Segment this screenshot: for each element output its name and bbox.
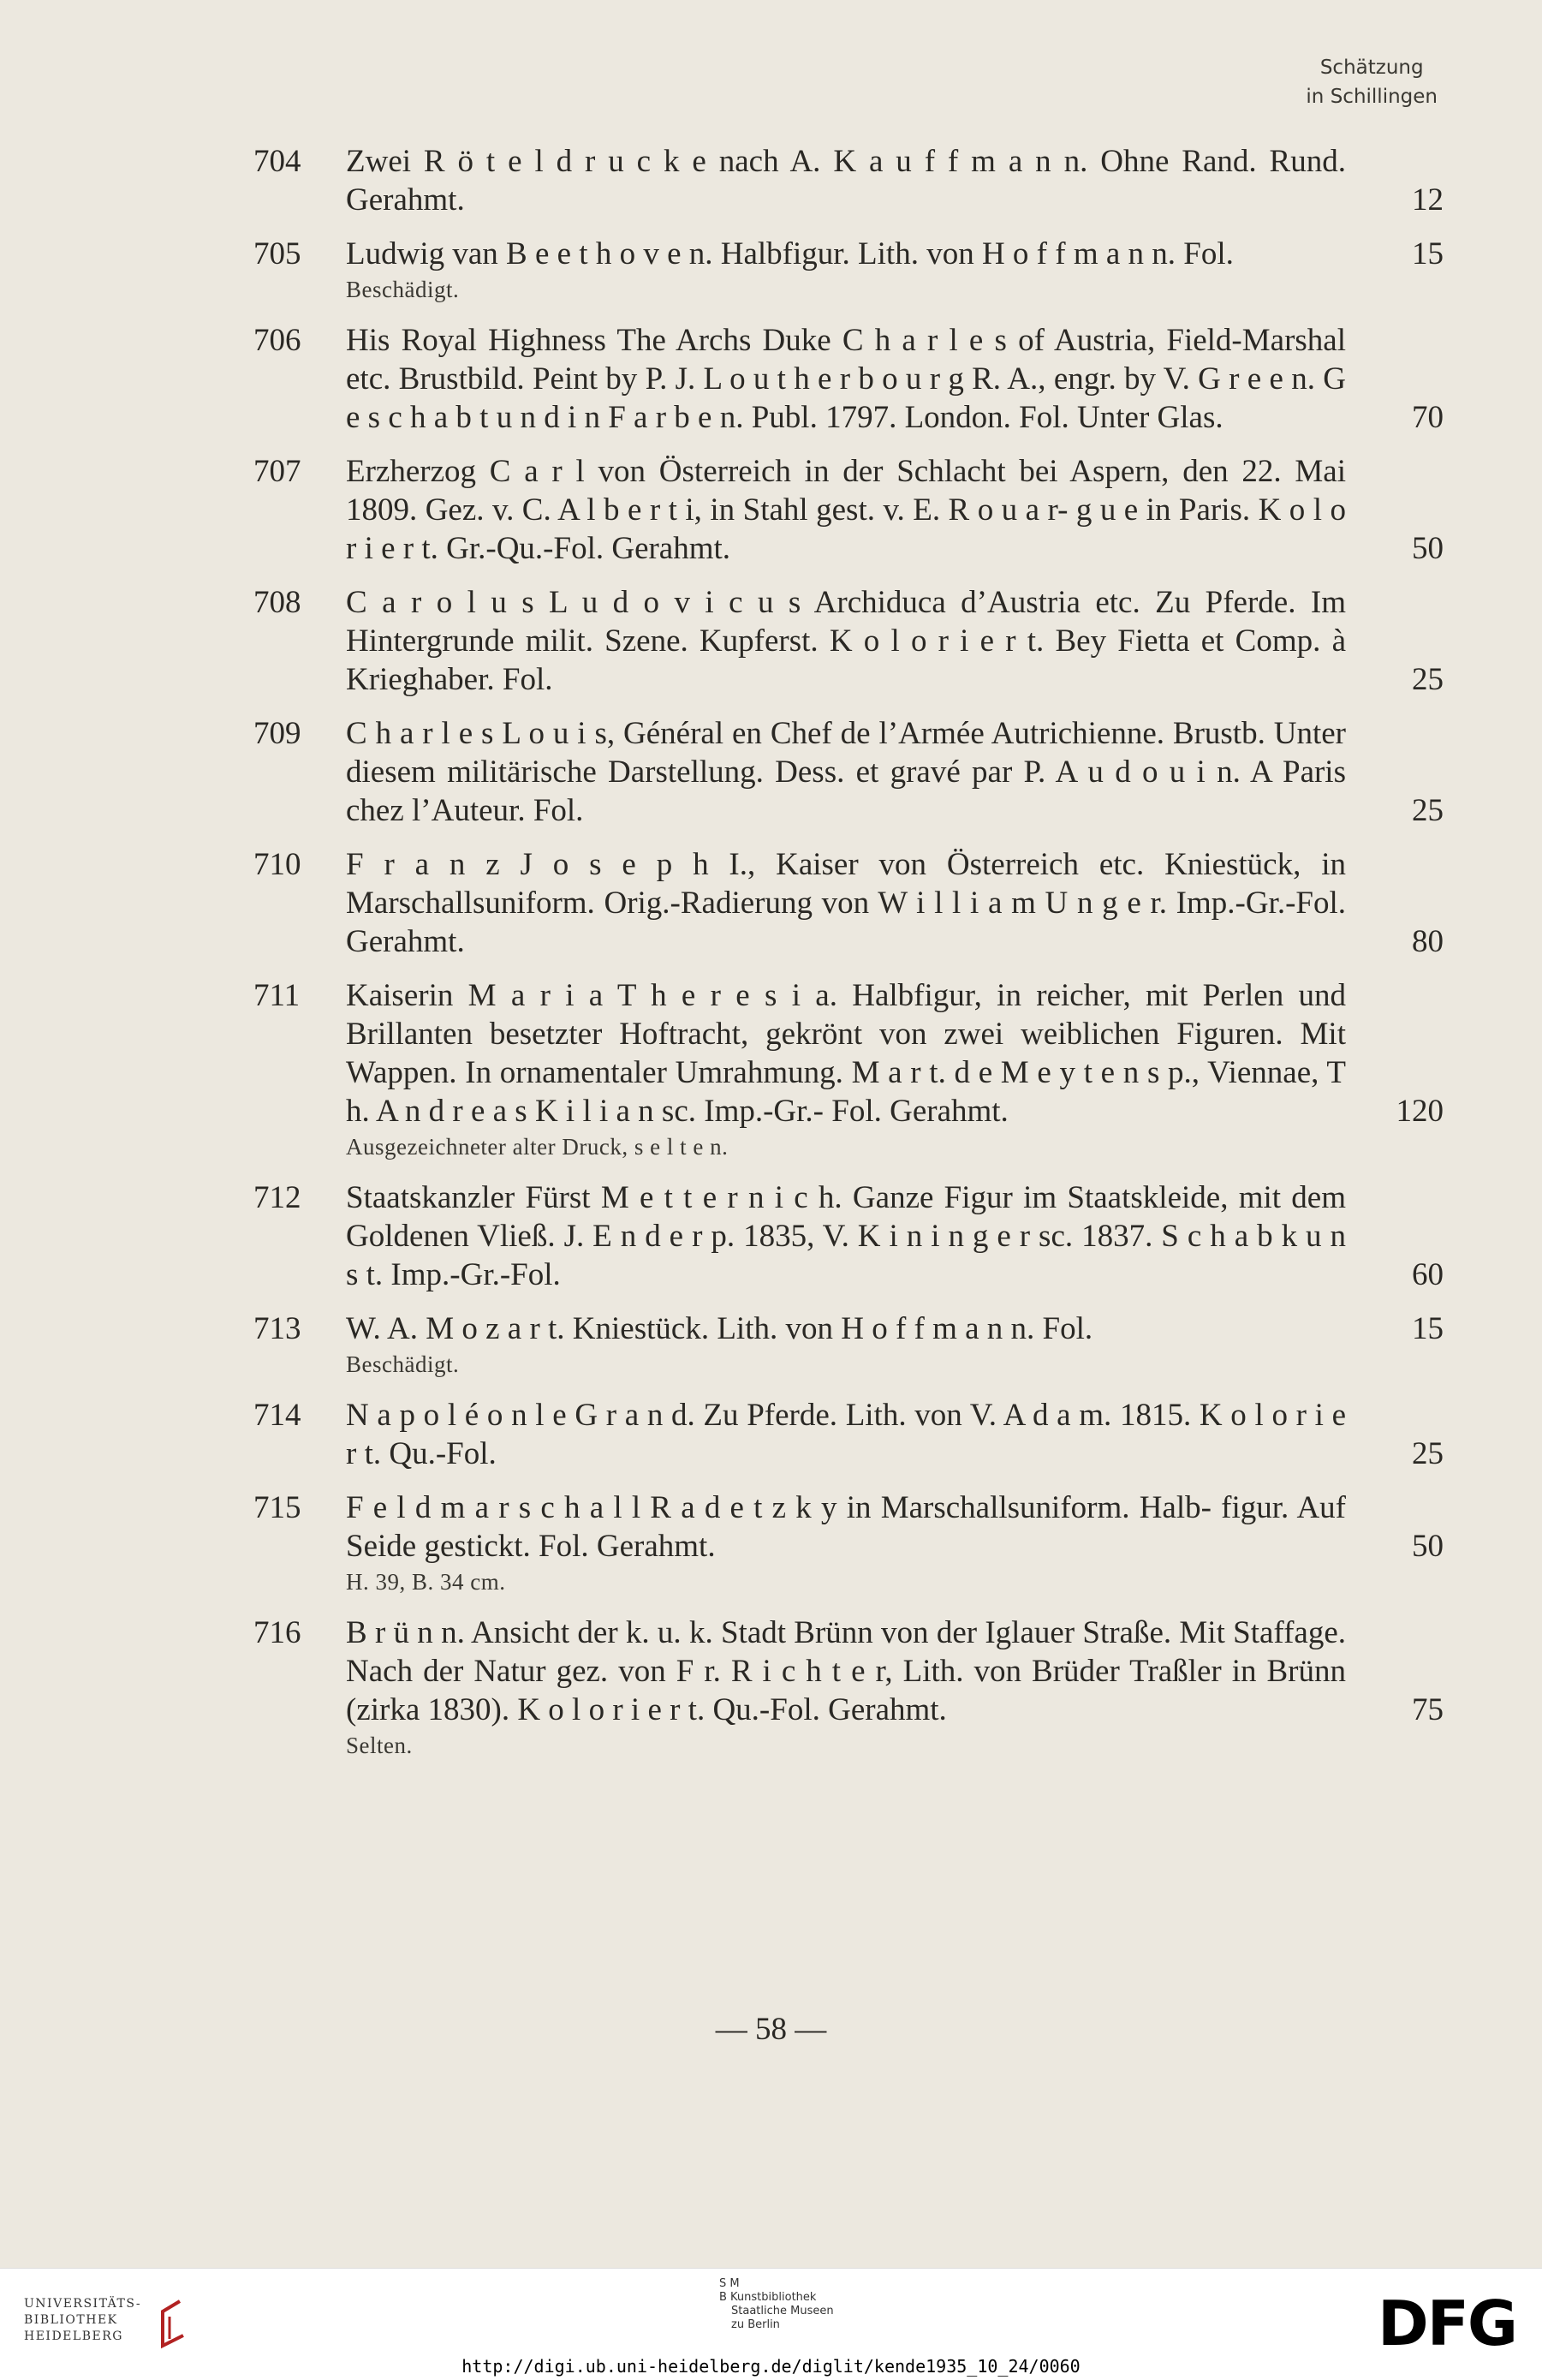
entry-estimate: 25	[1412, 662, 1444, 697]
catalog-entry	[253, 452, 1444, 568]
page-number: — 58 —	[715, 2012, 827, 2047]
entry-description: C h a r l e s L o u i s, Général en Chef de l’Armée Autrichienne. Brustb. Unter diesem militärische Darstellung. Dess. et gravé par P. A u d o u i n. A Paris chez l’Auteur. Fol.	[346, 716, 1346, 828]
entry-number: 712	[253, 1180, 301, 1215]
center-logo-line-4: zu Berlin	[731, 2318, 780, 2331]
entry-estimate: 50	[1412, 1529, 1444, 1564]
entry-number: 709	[253, 716, 301, 751]
catalog-entry	[253, 142, 1444, 219]
catalog-entry	[253, 976, 1444, 1163]
entry-number: 716	[253, 1615, 301, 1650]
catalog-entry	[253, 1178, 1444, 1294]
entry-note: Beschädigt.	[346, 277, 460, 302]
entry-number: 711	[253, 978, 301, 1013]
entry-description: Erzherzog C a r l von Österreich in der Schlacht bei Aspern, den 22. Mai 1809. Gez. v. C. A l b e r t i, in Stahl gest. v. E. R o u a r- g u e in Paris. K o l o r i e r t. Gr.-Qu.-Fol. Gerahmt.	[346, 454, 1346, 566]
entry-number: 710	[253, 847, 301, 882]
catalog-entry	[253, 321, 1444, 437]
center-logo-line-2: B Kunstbibliothek	[719, 2291, 817, 2304]
catalog-entries	[253, 142, 1444, 1777]
footer-bar	[0, 2268, 1542, 2380]
entry-note: Beschädigt.	[346, 1351, 460, 1377]
entry-description: B r ü n n. Ansicht der k. u. k. Stadt Brünn von der Iglauer Straße. Mit Staffage. Nach der Natur gez. von F r. R i c h t e r, Lith. von Brüder Traßler in Brünn (zirka 1830). K o l o r i e r t. Qu.-Fol. Gerahmt.	[346, 1615, 1346, 1727]
entry-note: Ausgezeichneter alter Druck, s e l t e n.	[346, 1134, 729, 1160]
entry-description: N a p o l é o n l e G r a n d. Zu Pferde. Lith. von V. A d a m. 1815. K o l o r i e r t. Qu.-Fol.	[346, 1398, 1346, 1471]
column-header	[1306, 53, 1438, 111]
entry-number: 713	[253, 1311, 301, 1346]
entry-estimate: 15	[1412, 236, 1444, 271]
center-logo-line-1: S M	[719, 2277, 740, 2290]
entry-description: W. A. M o z a r t. Kniestück. Lith. von H o f f m a n n. Fol.	[346, 1311, 1093, 1346]
uni-logo-line-1: UNIVERSITÄTS-	[24, 2297, 142, 2311]
catalog-entry	[253, 1488, 1444, 1598]
entry-number: 706	[253, 323, 301, 358]
entry-description: Staatskanzler Fürst M e t t e r n i c h. Ganze Figur im Staatskleide, mit dem Goldenen Vließ. J. E n d e r p. 1835, V. K i n i n g e r sc. 1837. S c h a b k u n s t. Imp.-Gr.-Fol.	[346, 1180, 1346, 1292]
entry-note: H. 39, B. 34 cm.	[346, 1569, 506, 1595]
entry-description: Zwei R ö t e l d r u c k e nach A. K a u f f m a n n. Ohne Rand. Rund. Gerahmt.	[346, 144, 1346, 218]
entry-description: F e l d m a r s c h a l l R a d e t z k y in Marschallsuniform. Halb- figur. Auf Seide gestickt. Fol. Gerahmt.	[346, 1490, 1346, 1564]
entry-estimate: 50	[1412, 531, 1444, 566]
entry-description: Kaiserin M a r i a T h e r e s i a. Halbfigur, in reicher, mit Perlen und Brillanten besetzter Hoftracht, gekrönt von zwei weiblichen Figuren. Mit Wappen. In ornamentaler Umrahmung. M a r t. d e M e y t e n s p., Viennae, T h. A n d r e a s K i l i a n sc. Imp.-Gr.- Fol. Gerahmt.	[346, 978, 1346, 1129]
catalog-entry	[253, 714, 1444, 830]
catalog-entry	[253, 583, 1444, 699]
entry-number: 705	[253, 236, 301, 271]
catalog-entry	[253, 1309, 1444, 1381]
entry-estimate: 15	[1412, 1311, 1444, 1346]
entry-description: C a r o l u s L u d o v i c u s Archiduca d’Austria etc. Zu Pferde. Im Hintergrunde milit. Szene. Kupferst. K o l o r i e r t. Bey Fietta et Comp. à Krieghaber. Fol.	[346, 585, 1346, 697]
center-logo-line-3: Staatliche Museen	[731, 2305, 834, 2317]
kunstbibliothek-logo	[719, 2277, 890, 2332]
header-line-1: Schätzung	[1319, 57, 1424, 79]
uni-logo-line-3: HEIDELBERG	[24, 2329, 123, 2343]
university-library-logo[interactable]	[24, 2296, 195, 2356]
dfg-logo[interactable]: DFG	[1377, 2288, 1516, 2359]
library-emblem-icon	[154, 2298, 192, 2349]
catalog-entry	[253, 235, 1444, 306]
entry-number: 715	[253, 1490, 301, 1525]
uni-logo-line-2: BIBLIOTHEK	[24, 2313, 118, 2327]
catalog-entry	[253, 845, 1444, 961]
entry-estimate: 75	[1412, 1692, 1444, 1727]
source-url-link[interactable]: http://digi.ub.uni-heidelberg.de/diglit/kende1935_10_24/0060	[461, 2356, 1081, 2377]
entry-estimate: 25	[1412, 793, 1444, 828]
entry-estimate: 120	[1396, 1094, 1444, 1129]
entry-note: Selten.	[346, 1733, 413, 1758]
entry-number: 714	[253, 1398, 301, 1433]
entry-description: Ludwig van B e e t h o v e n. Halbfigur. Lith. von H o f f m a n n. Fol.	[346, 236, 1234, 271]
entry-description: F r a n z J o s e p h I., Kaiser von Österreich etc. Kniestück, in Marschallsuniform. Orig.-Radierung von W i l l i a m U n g e r. Imp.-Gr.-Fol. Gerahmt.	[346, 847, 1346, 959]
entry-number: 707	[253, 454, 301, 489]
entry-estimate: 12	[1412, 182, 1444, 218]
header-line-2: in Schillingen	[1306, 86, 1438, 108]
entry-estimate: 60	[1412, 1257, 1444, 1292]
entry-number: 704	[253, 144, 301, 179]
catalog-entry	[253, 1614, 1444, 1762]
entry-estimate: 80	[1412, 924, 1444, 959]
entry-number: 708	[253, 585, 301, 620]
catalog-entry	[253, 1396, 1444, 1473]
entry-estimate: 25	[1412, 1436, 1444, 1471]
entry-estimate: 70	[1412, 400, 1444, 435]
entry-description: His Royal Highness The Archs Duke C h a r l e s of Austria, Field-Marshal etc. Brustbild. Peint by P. J. L o u t h e r b o u r g R. A., engr. by V. G r e e n. G e s c h a b t u n d i n F a r b e n. Publ. 1797. London. Fol. Unter Glas.	[346, 323, 1346, 435]
